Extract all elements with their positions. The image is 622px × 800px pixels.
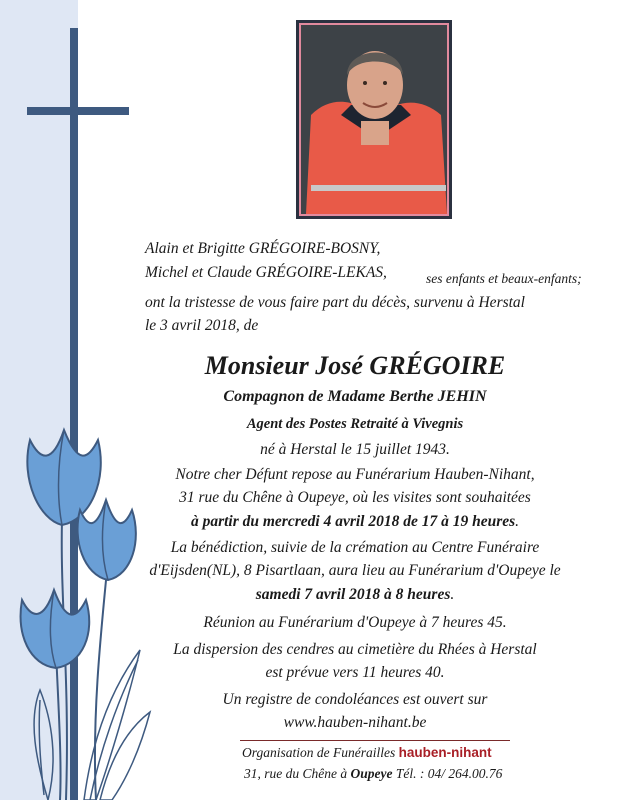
meeting-line: Réunion au Funérarium d'Oupeye à 7 heures 45. <box>203 614 507 631</box>
visits-end: . <box>515 513 520 530</box>
visits-text: à partir du mercredi 4 avril 2018 de 17 à 19 heures <box>190 513 516 530</box>
visits-line <box>100 514 610 530</box>
birth-line: né à Herstal le 15 juillet 1943. <box>260 441 450 458</box>
footer-town: Oupeye <box>350 766 393 781</box>
ceremony-line-2: d'Eijsden(NL), 8 Pisartlaan, aura lieu au Funérarium d'Oupeye le <box>149 562 561 579</box>
family-relation: ses enfants et beaux-enfants; <box>426 271 582 286</box>
register-line: Un registre de condoléances est ouvert sur <box>222 691 488 708</box>
tulip-lower <box>21 590 90 668</box>
footer-address: 31, rue du Chêne à <box>244 766 348 781</box>
footer-address-line <box>244 767 502 781</box>
footer-phone: Tél. : 04/ 264.00.76 <box>395 766 503 781</box>
ceremony-line-1: La bénédiction, suivie de la crémation au Centre Funéraire <box>170 539 540 556</box>
companion-line: Compagnon de Madame Berthe JEHIN <box>223 388 487 405</box>
rest-line-2: 31 rue du Chêne à Oupeye, où les visites sont souhaitées <box>179 489 531 506</box>
family-line-1: Alain et Brigitte GRÉGOIRE-BOSNY, <box>145 240 381 257</box>
ceremony-date-line <box>100 587 610 603</box>
ashes-line-2: est prévue vers 11 heures 40. <box>265 664 445 681</box>
footer-org: Organisation de Funérailles <box>242 745 396 760</box>
portrait-image <box>301 25 447 214</box>
job-line: Agent des Postes Retraité à Vivegnis <box>246 416 464 432</box>
tulip-top <box>27 430 100 525</box>
ashes-line-1: La dispersion des cendres au cimetière du Rhées à Herstal <box>173 641 537 658</box>
announce-line-2: le 3 avril 2018, de <box>145 317 259 334</box>
ceremony-date-end: . <box>450 586 455 603</box>
cross-vertical <box>70 28 78 800</box>
announce-line-1: ont la tristesse de vous faire part du décès, survenu à Herstal <box>145 294 525 311</box>
website-link[interactable]: www.hauben-nihant.be <box>283 714 427 731</box>
brand-logo: hauben-nihant <box>398 745 492 760</box>
family-line-2: Michel et Claude GRÉGOIRE-LEKAS, <box>145 264 387 281</box>
rest-line-1: Notre cher Défunt repose au Funérarium Hauben-Nihant, <box>175 466 535 483</box>
footer-org-line <box>242 746 492 760</box>
deceased-name: Monsieur José GRÉGOIRE <box>204 351 506 380</box>
cross-horizontal <box>27 107 129 115</box>
portrait-photo <box>296 20 452 219</box>
footer-divider <box>240 740 510 741</box>
ceremony-date: samedi 7 avril 2018 à 8 heures <box>255 586 451 603</box>
